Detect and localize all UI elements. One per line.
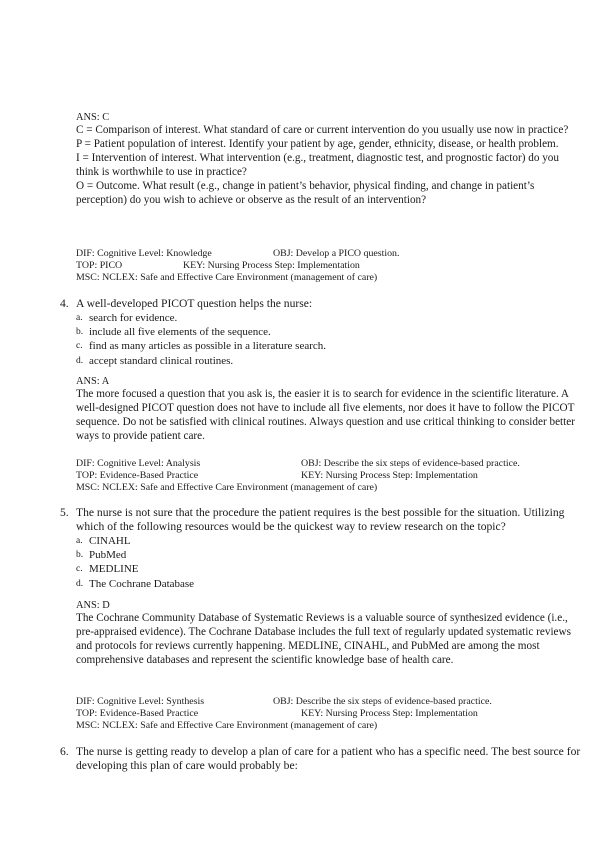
q3-dif: DIF: Cognitive Level: Knowledge <box>76 248 212 259</box>
q6-block <box>76 745 581 773</box>
q5-option-b: b. PubMed <box>76 549 127 562</box>
q4-key: KEY: Nursing Process Step: Implementation <box>301 470 478 481</box>
q4-answer: ANS: A <box>76 376 110 387</box>
q4-option-b: b. include all five elements of the sequence. <box>76 326 271 339</box>
q5-block <box>76 506 581 591</box>
q6-number: 6. <box>60 745 69 758</box>
q3-answer: ANS: C <box>76 112 110 123</box>
q5-metadata <box>76 696 581 732</box>
q4-msc: MSC: NCLEX: Safe and Effective Care Environment (management of care) <box>76 482 378 493</box>
q5-stem: The nurse is not sure that the procedure the patient requires is the best possible for the situation. Utilizing which of the following resources would be the quickest way to review research on the topic? <box>76 506 565 533</box>
q4-option-c: c. find as many articles as possible in a literature search. <box>76 340 327 353</box>
q4-rationale: The more focused a question that you ask is, the easier it is to search for evidence in the scientific literature. A well-designed PICOT question does not have to include all five elements, nor does it have to follow the PICOT sequence. Do not be satisfied with clinical routines. Always question and use critical thinking to consider better ways to provide patient care. <box>76 388 575 442</box>
q4-top: TOP: Evidence-Based Practice <box>76 470 199 481</box>
q3-rationale-i: I = Intervention of interest. What intervention (e.g., treatment, diagnostic test, and prognostic factor) do you think is worthwhile to use in practice? <box>76 151 559 178</box>
q5-answer: ANS: D <box>76 600 110 611</box>
q3-obj: OBJ: Develop a PICO question. <box>273 248 400 259</box>
q5-top: TOP: Evidence-Based Practice <box>76 708 199 719</box>
q3-rationale-c: C = Comparison of interest. What standard of care or current intervention do you usually use now in practice? <box>76 124 569 136</box>
q5-option-a: a. CINAHL <box>76 535 131 547</box>
q5-dif: DIF: Cognitive Level: Synthesis <box>76 696 205 707</box>
q4-metadata <box>76 458 581 494</box>
q4-option-a: a. search for evidence. <box>76 312 178 324</box>
q3-rationale-p: P = Patient population of interest. Identify your patient by age, gender, ethnicity, disease, or health problem. <box>76 137 559 150</box>
q3-key: KEY: Nursing Process Step: Implementation <box>183 260 360 271</box>
q4-number: 4. <box>60 297 69 310</box>
q4-dif: DIF: Cognitive Level: Analysis <box>76 458 201 469</box>
q3-rationale-o: O = Outcome. What result (e.g., change in patient’s behavior, physical finding, and change in patient’s perception) do you wish to achieve or observe as the result of an intervention? <box>76 179 535 206</box>
q6-stem: The nurse is getting ready to develop a plan of care for a patient who has a specific need. The best source for developing this plan of care would probably be: <box>76 745 581 772</box>
q5-option-d: d. The Cochrane Database <box>76 577 195 590</box>
q4-block <box>76 297 581 368</box>
q3-msc: MSC: NCLEX: Safe and Effective Care Environment (management of care) <box>76 272 378 283</box>
q5-obj: OBJ: Describe the six steps of evidence-based practice. <box>273 696 492 707</box>
q4-obj: OBJ: Describe the six steps of evidence-based practice. <box>301 458 520 469</box>
q3-top: TOP: PICO <box>76 260 123 271</box>
q5-rationale: The Cochrane Community Database of Systematic Reviews is a valuable source of synthesized evidence (i.e., pre-appraised evidence). The Cochrane Database includes the full text of regularly updated systematic reviews and protocols for reviews currently happening. MEDLINE, CINAHL, and PubMed are among the most comprehensive databases and represent the scientific knowledge base of health care. <box>76 612 571 666</box>
q5-number: 5. <box>60 506 69 519</box>
q4-stem: A well-developed PICOT question helps the nurse: <box>76 297 313 310</box>
q5-msc: MSC: NCLEX: Safe and Effective Care Environment (management of care) <box>76 720 378 731</box>
q3-answer-block <box>76 111 581 207</box>
q4-option-d: d. accept standard clinical routines. <box>76 354 234 367</box>
q3-metadata <box>76 248 581 284</box>
q5-option-c: c. MEDLINE <box>76 563 139 576</box>
q4-answer-block <box>76 375 581 444</box>
q5-answer-block <box>76 599 581 668</box>
q5-key: KEY: Nursing Process Step: Implementation <box>301 708 478 719</box>
